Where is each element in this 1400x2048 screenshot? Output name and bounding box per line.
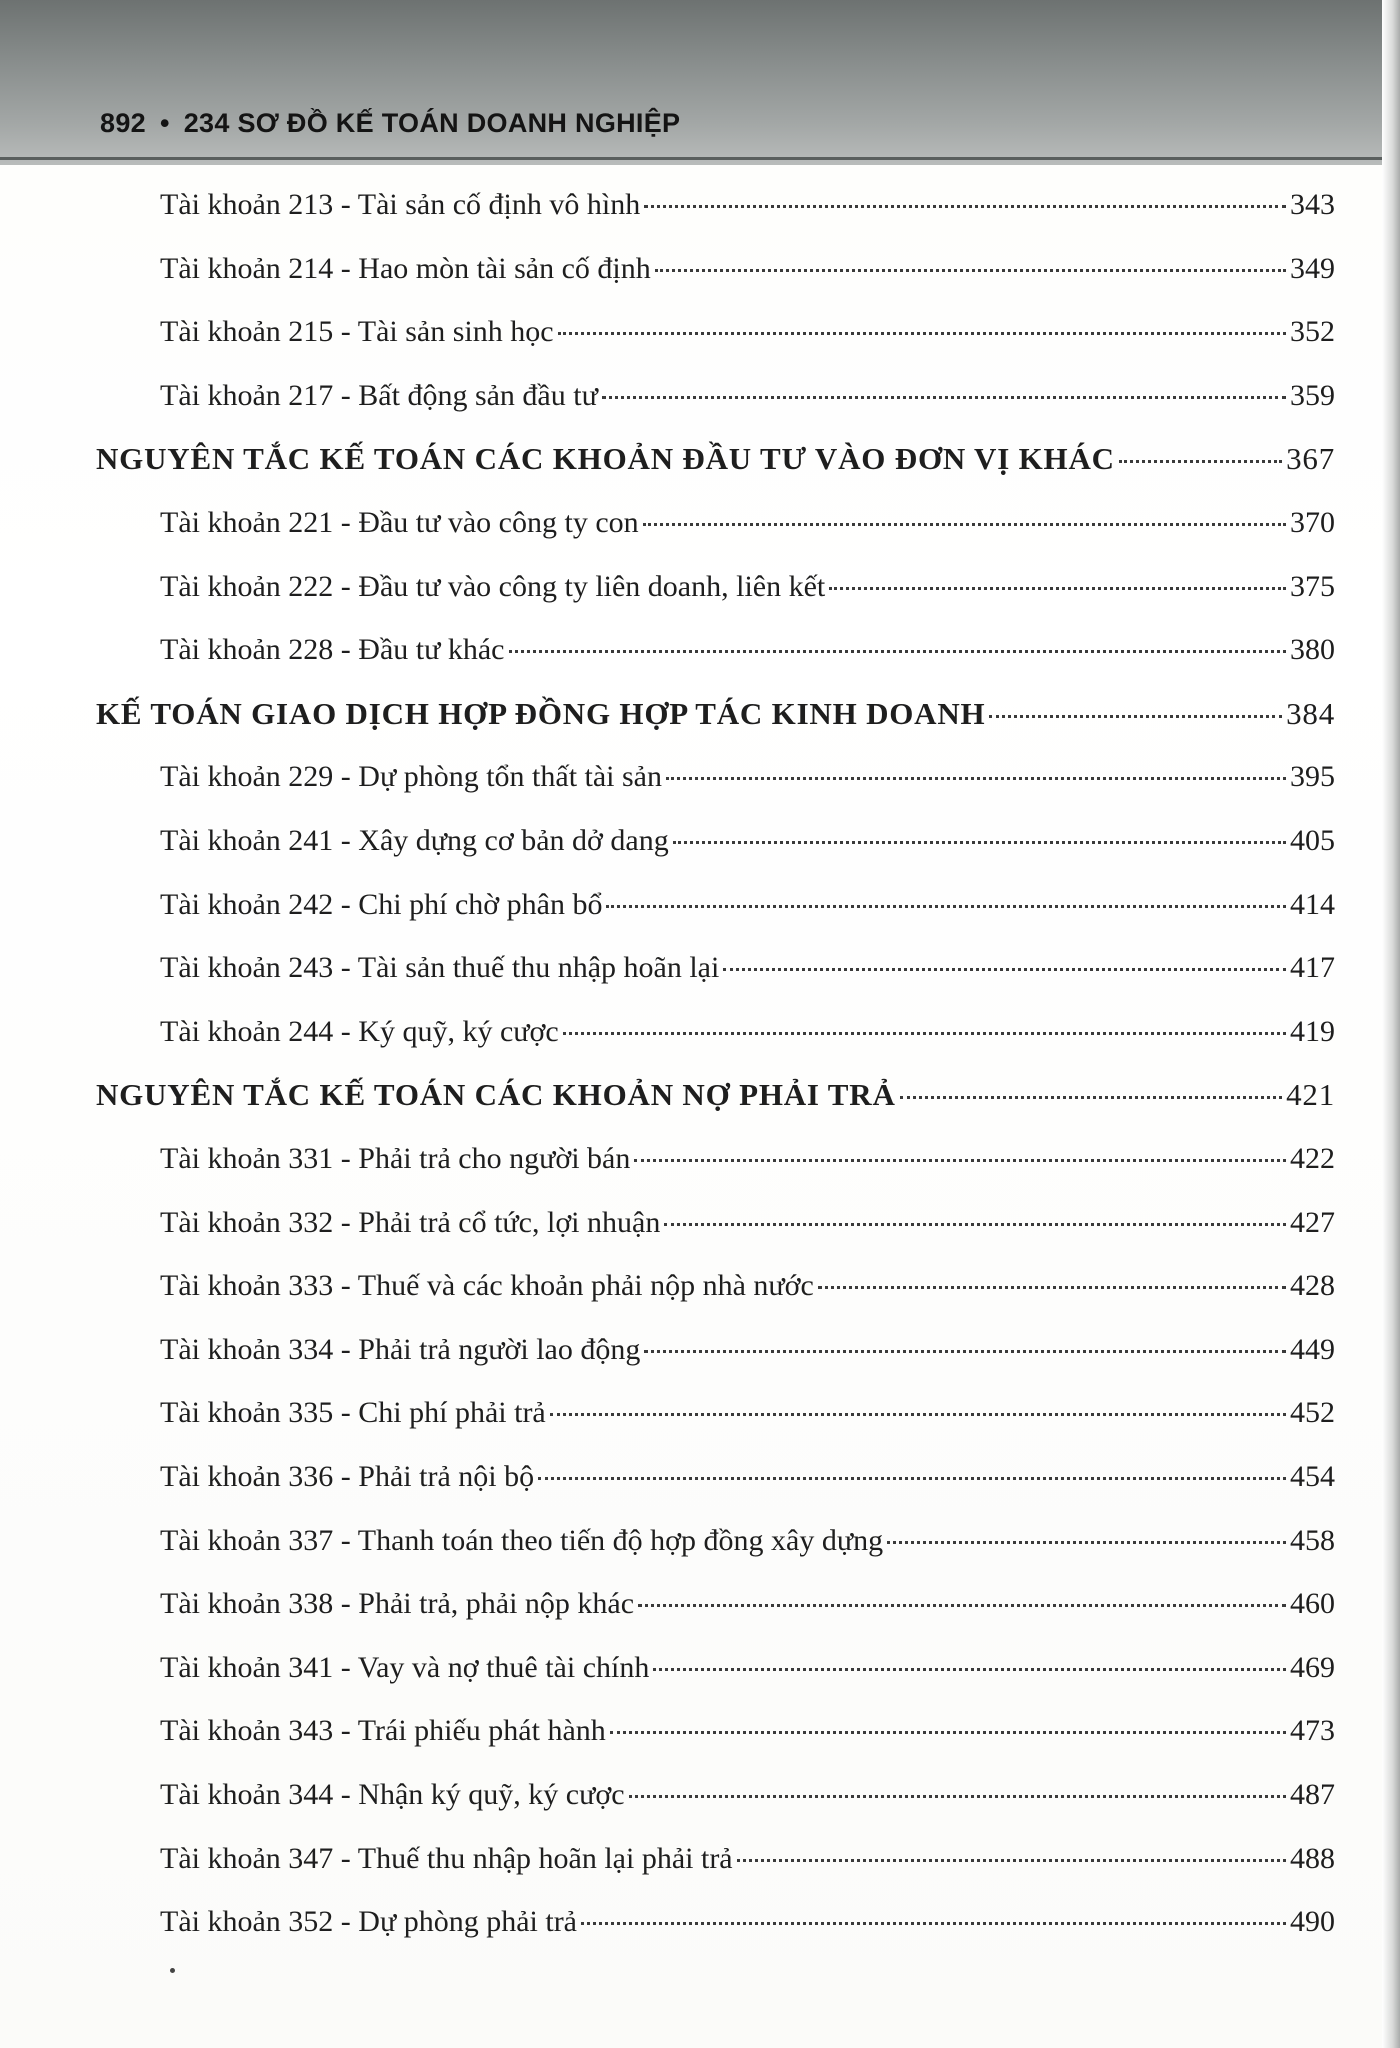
toc-entry-row <box>160 948 1335 988</box>
toc-entry-row <box>160 1711 1335 1751</box>
toc-entry-row <box>160 630 1335 670</box>
dot-leader <box>610 1731 1286 1734</box>
dot-leader <box>538 1477 1286 1480</box>
toc-page-number: 417 <box>1290 951 1335 985</box>
toc-page-number: 488 <box>1290 1841 1335 1875</box>
toc-page-number: 384 <box>1286 695 1335 731</box>
dot-leader <box>644 1350 1286 1353</box>
toc-entry-title: Tài khoản 243 - Tài sản thuế thu nhập hoãn lại <box>160 951 720 985</box>
toc-page-number: 395 <box>1290 760 1335 794</box>
toc-entry-row <box>160 1775 1335 1815</box>
toc-page-number: 405 <box>1290 824 1335 857</box>
dot-leader <box>818 1286 1286 1289</box>
dot-leader <box>581 1922 1286 1925</box>
dot-leader <box>664 1223 1286 1226</box>
toc-entry-row <box>160 1648 1335 1688</box>
toc-page-number: 487 <box>1290 1778 1335 1811</box>
dot-leader <box>673 841 1286 844</box>
toc-entry-title: Tài khoản 333 - Thuế và các khoản phải nộp nhà nước <box>160 1269 814 1303</box>
toc-entry-row <box>160 1839 1335 1879</box>
dot-leader <box>1119 460 1282 463</box>
toc-page-number: 343 <box>1290 188 1335 221</box>
dot-leader <box>634 1159 1286 1162</box>
dot-leader <box>563 1032 1286 1035</box>
toc-page-number: 490 <box>1290 1905 1335 1939</box>
toc-entry-row <box>160 1266 1335 1306</box>
toc-entry-title: Tài khoản 332 - Phải trả cổ tức, lợi nhuận <box>160 1205 661 1239</box>
toc-entry-title: Tài khoản 242 - Chi phí chờ phân bổ <box>160 887 603 921</box>
toc-page-number: 428 <box>1290 1269 1335 1303</box>
dot-leader <box>900 1096 1282 1099</box>
toc-entry-title: Tài khoản 213 - Tài sản cố định vô hình <box>160 188 641 221</box>
toc-section-row <box>96 1075 1335 1115</box>
toc-entry-title: Tài khoản 244 - Ký quỹ, ký cược <box>160 1014 559 1048</box>
header-rule <box>0 157 1400 160</box>
toc-entry-title: Tài khoản 343 - Trái phiếu phát hành <box>160 1714 606 1748</box>
toc-page-number: 449 <box>1290 1332 1335 1366</box>
toc-entry-row <box>160 821 1335 861</box>
toc-page-number: 452 <box>1290 1396 1335 1430</box>
toc-entry-title: NGUYÊN TẮC KẾ TOÁN CÁC KHOẢN NỢ PHẢI TRẢ <box>96 1077 896 1113</box>
toc-entry-title: Tài khoản 336 - Phải trả nội bộ <box>160 1460 535 1493</box>
stray-mark <box>170 1968 175 1973</box>
toc-entry-title: Tài khoản 334 - Phải trả người lao động <box>160 1332 641 1366</box>
toc-entry-row <box>160 312 1335 352</box>
dot-leader <box>638 1604 1286 1607</box>
toc-entry-row <box>160 249 1335 289</box>
toc-entry-row <box>160 885 1335 925</box>
toc-entry-row <box>160 185 1335 225</box>
dot-leader <box>655 269 1286 272</box>
toc-page-number: 422 <box>1290 1142 1335 1175</box>
toc-entry-title: Tài khoản 347 - Thuế thu nhập hoãn lại phải trả <box>160 1841 733 1875</box>
page-header-band <box>0 0 1400 165</box>
dot-leader <box>643 523 1286 526</box>
toc-entry-title: Tài khoản 229 - Dự phòng tổn thất tài sản <box>160 760 663 794</box>
header-separator: • <box>159 108 170 138</box>
toc-entry-row <box>160 1012 1335 1052</box>
toc-entry-row <box>160 1902 1335 1942</box>
toc-section-row <box>96 694 1335 734</box>
dot-leader <box>602 396 1286 399</box>
toc-entry-row <box>160 1139 1335 1179</box>
dot-leader <box>509 650 1287 653</box>
toc-section-row <box>96 439 1335 479</box>
toc-entry-row <box>160 1393 1335 1433</box>
toc-entry-title: Tài khoản 222 - Đầu tư vào công ty liên doanh, liên kết <box>160 569 826 603</box>
page-number: 892 <box>100 108 146 138</box>
dot-leader <box>989 715 1282 718</box>
toc-page-number: 458 <box>1290 1523 1335 1557</box>
dot-leader <box>737 1859 1286 1862</box>
toc-entry-row <box>160 1203 1335 1243</box>
dot-leader <box>644 205 1286 208</box>
toc-page-number: 419 <box>1290 1014 1335 1048</box>
toc-entry-title: Tài khoản 337 - Thanh toán theo tiến độ hợp đồng xây dựng <box>160 1523 884 1557</box>
toc-page-number: 421 <box>1286 1077 1335 1113</box>
toc-page-number: 460 <box>1290 1587 1335 1621</box>
toc-entry-title: Tài khoản 241 - Xây dựng cơ bản dở dang <box>160 824 669 857</box>
toc-page-number: 454 <box>1290 1460 1335 1493</box>
toc-page-number: 370 <box>1290 506 1335 539</box>
book-title: 234 SƠ ĐỒ KẾ TOÁN DOANH NGHIỆP <box>183 108 681 138</box>
dot-leader <box>666 777 1286 780</box>
toc-entry-title: Tài khoản 221 - Đầu tư vào công ty con <box>160 506 639 539</box>
toc-entry-title: Tài khoản 331 - Phải trả cho người bán <box>160 1142 631 1175</box>
toc-page-number: 352 <box>1290 315 1335 349</box>
toc-entry-row <box>160 376 1335 416</box>
dot-leader <box>629 1795 1286 1798</box>
toc-page-number: 349 <box>1290 251 1335 285</box>
toc-entry-row <box>160 1584 1335 1624</box>
toc-entry-row <box>160 1521 1335 1561</box>
toc-page-number: 375 <box>1290 569 1335 603</box>
page-edge-shadow <box>1382 0 1400 2048</box>
dot-leader <box>723 968 1286 971</box>
toc-page-number: 414 <box>1290 887 1335 921</box>
running-head <box>100 108 680 139</box>
dot-leader <box>887 1541 1286 1544</box>
dot-leader <box>606 905 1286 908</box>
toc-page-number: 380 <box>1290 633 1335 667</box>
toc-entry-row <box>160 503 1335 543</box>
toc-entry-title: Tài khoản 352 - Dự phòng phải trả <box>160 1905 577 1939</box>
toc-page-number: 367 <box>1286 441 1335 477</box>
toc-entry-title: Tài khoản 214 - Hao mòn tài sản cố định <box>160 251 651 285</box>
dot-leader <box>558 332 1286 335</box>
toc-page-number: 427 <box>1290 1205 1335 1239</box>
toc-page-number: 469 <box>1290 1650 1335 1684</box>
toc-entry-title: Tài khoản 338 - Phải trả, phải nộp khác <box>160 1587 635 1621</box>
toc-entry-title: NGUYÊN TẮC KẾ TOÁN CÁC KHOẢN ĐẦU TƯ VÀO ĐƠN VỊ KHÁC <box>96 441 1115 477</box>
toc-page-number: 359 <box>1290 378 1335 412</box>
toc-entry-title: Tài khoản 217 - Bất động sản đầu tư <box>160 378 598 412</box>
toc-entry-title: Tài khoản 344 - Nhận ký quỹ, ký cược <box>160 1778 625 1811</box>
toc-entry-title: Tài khoản 341 - Vay và nợ thuê tài chính <box>160 1650 650 1684</box>
toc-entry-title: Tài khoản 335 - Chi phí phải trả <box>160 1396 546 1430</box>
toc-entry-row <box>160 1457 1335 1497</box>
toc-entry-row <box>160 757 1335 797</box>
dot-leader <box>829 587 1286 590</box>
toc-page-number: 473 <box>1290 1714 1335 1748</box>
dot-leader <box>550 1413 1286 1416</box>
dot-leader <box>653 1668 1286 1671</box>
toc-entry-row <box>160 1330 1335 1370</box>
toc-entry-row <box>160 567 1335 607</box>
toc-entry-title: Tài khoản 215 - Tài sản sinh học <box>160 315 554 349</box>
toc-entry-title: KẾ TOÁN GIAO DỊCH HỢP ĐỒNG HỢP TÁC KINH DOANH <box>96 695 986 731</box>
toc-entry-title: Tài khoản 228 - Đầu tư khác <box>160 633 505 667</box>
